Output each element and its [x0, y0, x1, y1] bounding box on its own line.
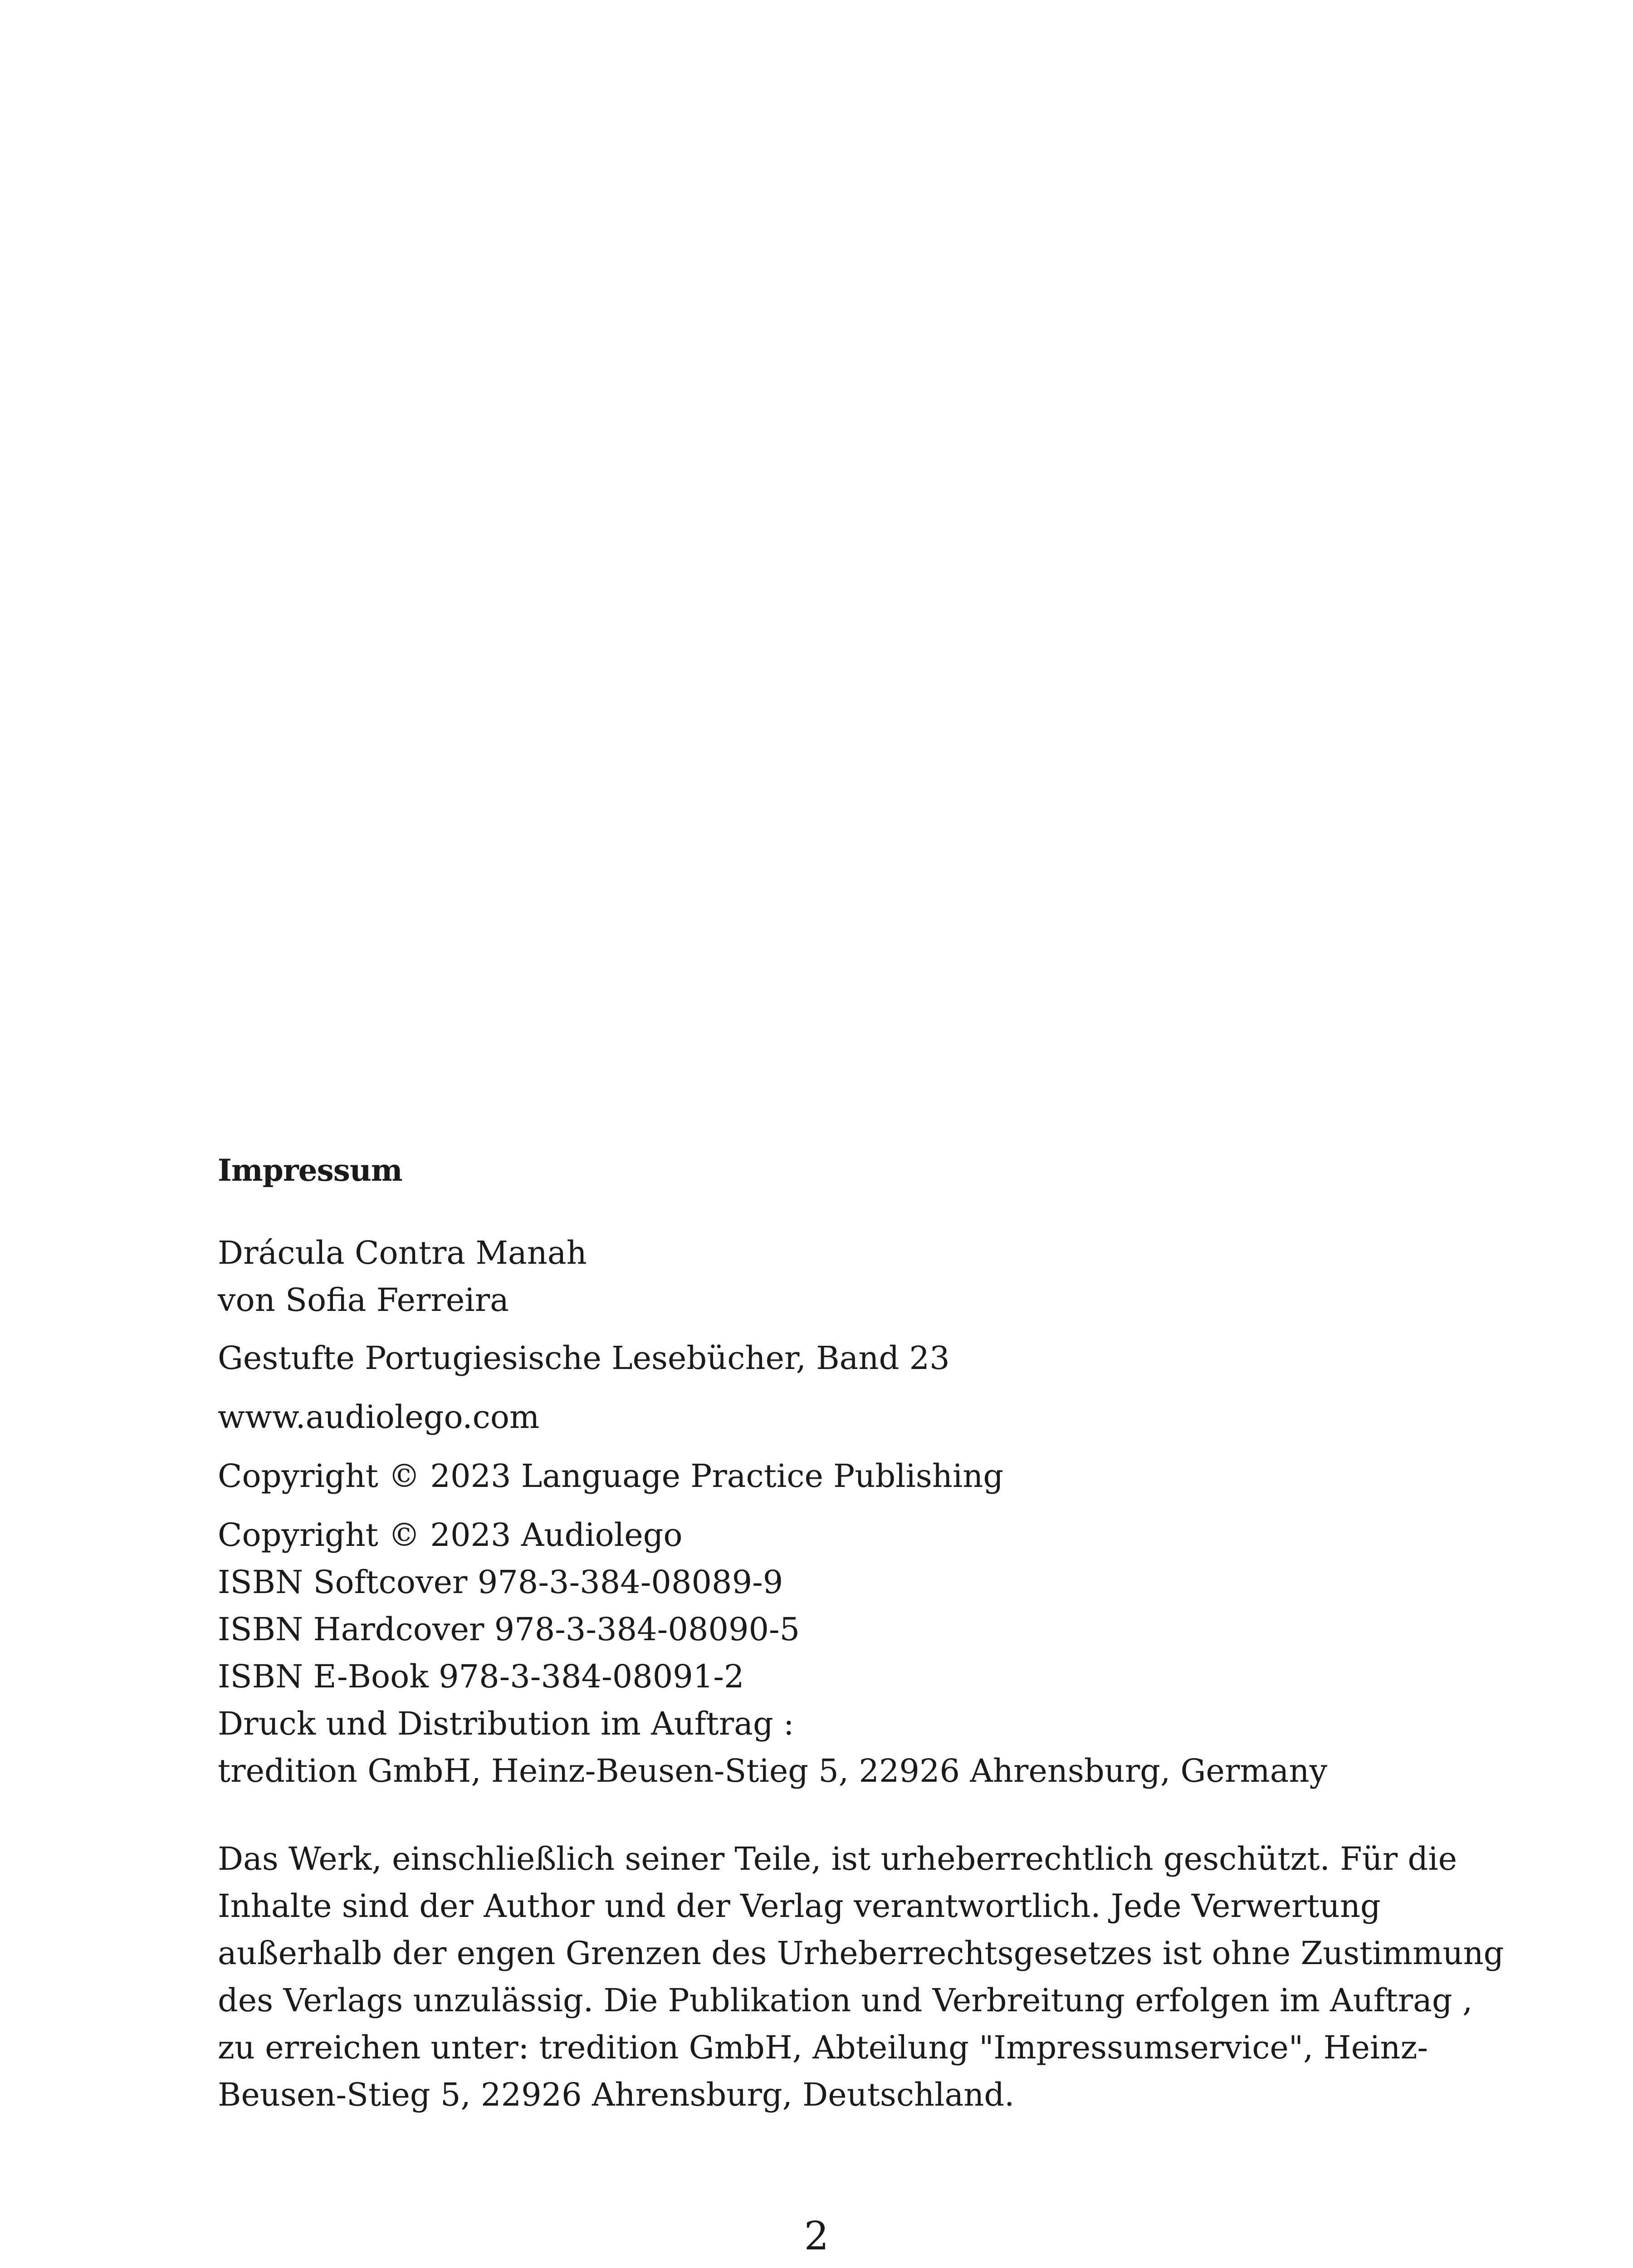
imprint-heading: Impressum	[218, 1153, 402, 1188]
isbn-softcover: ISBN Softcover 978-3-384-08089-9	[218, 1564, 783, 1601]
copyright-publisher: Copyright © 2023 Language Practice Publishing	[218, 1457, 1004, 1495]
book-title: Drácula Contra Manah	[218, 1234, 587, 1271]
imprint-section	[218, 1152, 1504, 2118]
isbn-ebook: ISBN E-Book 978-3-384-08091-2	[218, 1658, 744, 1695]
series-line: Gestufte Portugiesische Lesebücher, Band 23	[218, 1339, 950, 1377]
distribution-address: tredition GmbH, Heinz-Beusen-Stieg 5, 22926 Ahrensburg, Germany	[218, 1752, 1328, 1789]
page-number: 2	[804, 2214, 829, 2259]
distribution-label: Druck und Distribution im Auftrag :	[218, 1705, 794, 1742]
legal-notice-line: Beusen-Stieg 5, 22926 Ahrensburg, Deutschland.	[218, 2076, 1015, 2113]
legal-notice	[218, 1835, 1504, 2118]
legal-notice-line: Das Werk, einschließlich seiner Teile, ist urheberrechtlich geschützt. Für die	[218, 1840, 1457, 1877]
website-link: www.audiolego.com	[218, 1398, 540, 1436]
legal-notice-line: des Verlags unzulässig. Die Publikation und Verbreitung erfolgen im Auftrag ,	[218, 1982, 1473, 2019]
isbn-hardcover: ISBN Hardcover 978-3-384-08090-5	[218, 1611, 800, 1648]
author-line: von Sofia Ferreira	[218, 1281, 509, 1319]
copyright-audiolego: Copyright © 2023 Audiolego	[218, 1516, 683, 1554]
legal-notice-line: Inhalte sind der Author und der Verlag verantwortlich. Jede Verwertung	[218, 1887, 1381, 1925]
legal-notice-line: außerhalb der engen Grenzen des Urheberrechtsgesetzes ist ohne Zustimmung	[218, 1935, 1504, 1972]
legal-notice-line: zu erreichen unter: tredition GmbH, Abteilung "Impressumservice", Heinz-	[218, 2029, 1428, 2066]
